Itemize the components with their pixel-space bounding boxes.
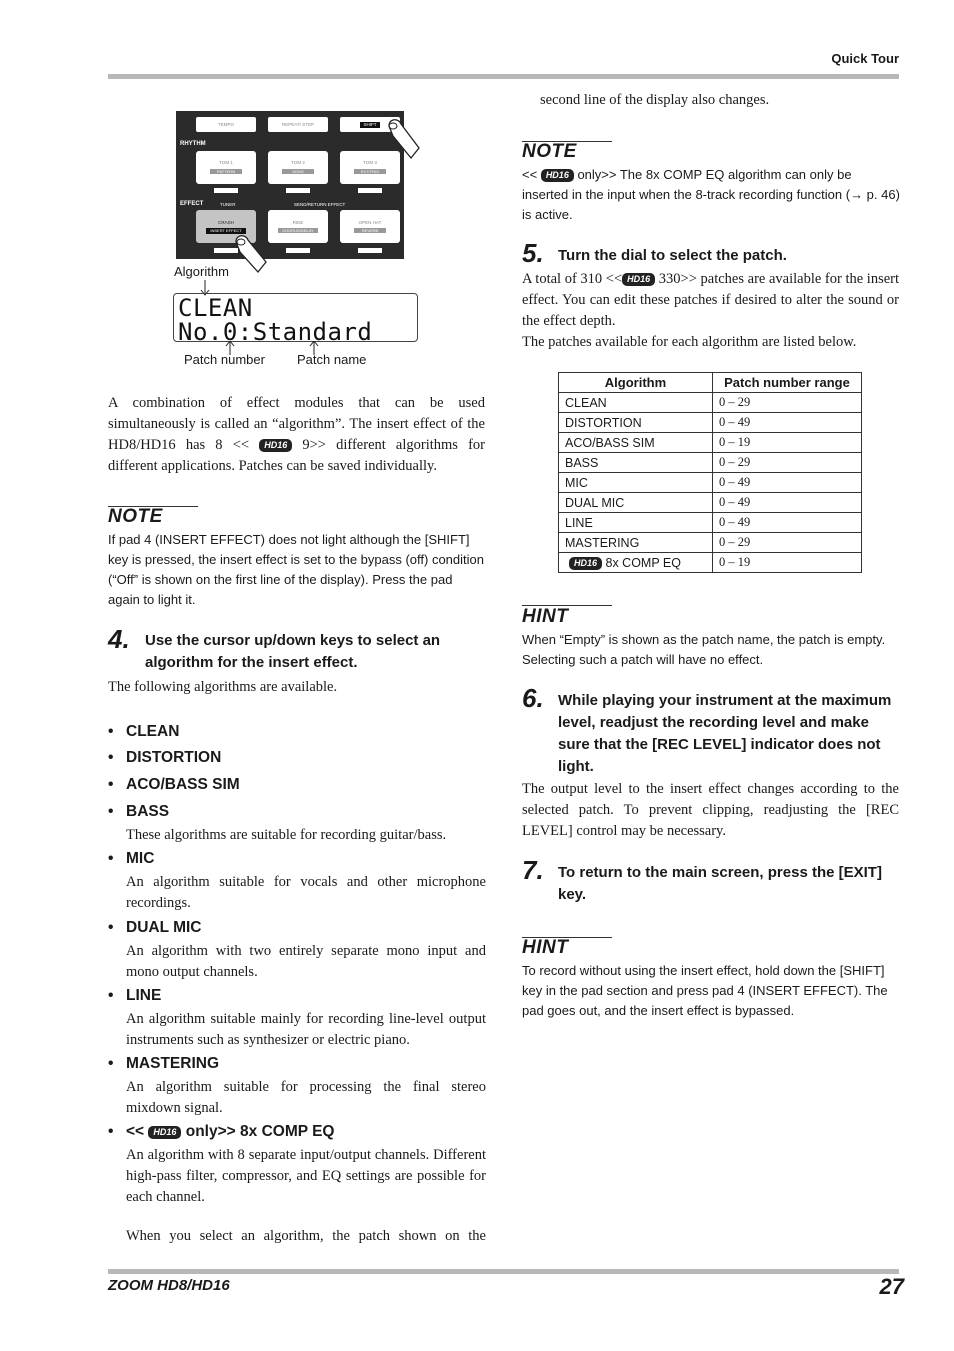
patch-range-table bbox=[558, 372, 862, 573]
list-item: • MASTERING An algorithm suitable for processing the final stereo mixdown signal. bbox=[108, 1055, 486, 1116]
lcd-line-2: No.0:Standard bbox=[178, 318, 373, 346]
table-row: BASS 0 – 29 bbox=[559, 453, 862, 473]
step-number: 6. bbox=[522, 683, 544, 713]
pad-tom2-small-label bbox=[286, 188, 310, 193]
hint-text: When “Empty” is shown as the patch name, the patch is empty. Selecting such a patch will have no effect. bbox=[522, 632, 886, 667]
step-paragraph: The patches available for each algorithm are listed below. bbox=[522, 334, 857, 350]
list-item: • BASS These algorithms are suitable for recording guitar/bass. bbox=[108, 803, 447, 843]
table-header: Patch number range bbox=[713, 373, 862, 393]
hd16-badge: HD16 bbox=[622, 273, 655, 286]
shift-button: SHIFT bbox=[340, 117, 400, 132]
footer-title: ZOOM HD8/HD16 bbox=[108, 1277, 230, 1294]
step-heading: To return to the main screen, press the [EXIT] key. bbox=[558, 864, 882, 903]
finger-press-icon bbox=[385, 112, 425, 160]
step-number: 5. bbox=[522, 238, 544, 268]
table-header-row bbox=[559, 373, 862, 393]
step-paragraph: The output level to the insert effect changes according to the selected patch. To prevent clipping, readjusting the [REC LEVEL] control may be necessary. bbox=[522, 781, 899, 839]
step-intro: The following algorithms are available. bbox=[108, 679, 338, 695]
send-return-label: SEND/RETURN EFFECT bbox=[294, 202, 346, 207]
table-row: DUAL MIC 0 – 49 bbox=[559, 493, 862, 513]
algorithm-label: Algorithm bbox=[174, 264, 229, 279]
note-text: << HD16 only>> The 8x COMP EQ algorithm can only be inserted in the input when the 8-track recording function (→ p. 46) is active. bbox=[522, 167, 900, 222]
hd16-badge: HD16 bbox=[569, 557, 602, 570]
hd16-badge: HD16 bbox=[259, 439, 292, 452]
step-heading: Use the cursor up/down keys to select an algorithm for the insert effect. bbox=[145, 632, 441, 671]
hint-title: HINT bbox=[522, 606, 569, 627]
pad-ride-small-label bbox=[286, 248, 310, 253]
list-item: • CLEAN bbox=[108, 723, 180, 740]
table-row: MASTERING 0 – 29 bbox=[559, 533, 862, 553]
hd16-badge: HD16 bbox=[541, 169, 574, 182]
step-paragraph: A total of 310 << HD16 330>> patches are available for the insert effect. You can edit these patches if desired to alter the sound or the effect depth. bbox=[522, 271, 900, 329]
footer-rule bbox=[108, 1269, 899, 1274]
list-item: • DUAL MIC An algorithm with two entirely separate mono input and mono output channels. bbox=[108, 919, 486, 980]
table-row: DISTORTION 0 – 49 bbox=[559, 413, 862, 433]
note-title: NOTE bbox=[522, 141, 577, 162]
hint-text: To record without using the insert effect, hold down the [SHIFT] key in the pad section and press pad 4 (INSERT EFFECT). The pad goes out, and the insert effect is bypassed. bbox=[522, 963, 888, 1018]
hint-title: HINT bbox=[522, 937, 569, 958]
step-number: 4. bbox=[108, 624, 130, 654]
lcd-line-1: CLEAN bbox=[178, 294, 253, 322]
pad-tom1: TOM 1 PATTERN bbox=[196, 151, 256, 184]
pad-panel-figure bbox=[176, 111, 404, 259]
list-item: • LINE An algorithm suitable mainly for recording line-level output instruments such as synthesizer or electric piano. bbox=[108, 987, 486, 1048]
patch-name-label: Patch name bbox=[297, 352, 367, 367]
table-row: HD16 8x COMP EQ 0 – 19 bbox=[559, 553, 862, 573]
lcd-display bbox=[173, 293, 418, 346]
hd16-badge: HD16 bbox=[148, 1126, 181, 1139]
table-row: ACO/BASS SIM 0 – 19 bbox=[559, 433, 862, 453]
closing-text: When you select an algorithm, the patch shown on the bbox=[126, 1228, 486, 1244]
pad-openhat-small-label bbox=[358, 248, 382, 253]
effect-label: EFFECT bbox=[180, 201, 204, 207]
pad-tom2: TOM 2 SONG bbox=[268, 151, 328, 184]
continued-text: second line of the display also changes. bbox=[540, 92, 770, 108]
pad-ride-chorus: RIDE CHORUS/DELAY bbox=[268, 210, 328, 243]
header-rule bbox=[108, 74, 899, 79]
list-item: • MIC An algorithm suitable for vocals and other microphone recordings. bbox=[108, 850, 486, 911]
algorithm-bullet-list bbox=[108, 721, 486, 1211]
rhythm-label: RHYTHM bbox=[180, 141, 206, 147]
table-row: LINE 0 – 49 bbox=[559, 513, 862, 533]
pad-tom1-small-label bbox=[214, 188, 238, 193]
pad-crash-insert-effect: CRASH INSERT EFFECT bbox=[196, 210, 256, 243]
finger-press-icon bbox=[232, 230, 272, 274]
intro-paragraph: A combination of effect modules that can be used simultaneously is called an “algorithm”. The insert effect of the HD8/HD16 has 8 << HD16 9>> different algorithms for different applications. Patches can be saved individually. bbox=[108, 395, 486, 474]
step-number: 7. bbox=[522, 855, 544, 885]
tuner-label: TUNER bbox=[220, 202, 236, 207]
list-item: • ACO/BASS SIM bbox=[108, 776, 240, 793]
table-header: Algorithm bbox=[559, 373, 713, 393]
pad-openhat-reverb: OPEN HAT REVERB bbox=[340, 210, 400, 243]
list-item: • << HD16 only>> 8x COMP EQ An algorithm with 8 separate input/output channels. Different high-pass filter, compressor, and EQ settings are possible for each channel. bbox=[108, 1123, 486, 1205]
pad-tom3: TOM 3 EXT/TRIG bbox=[340, 151, 400, 184]
note-title: NOTE bbox=[108, 506, 163, 527]
note-text: If pad 4 (INSERT EFFECT) does not light although the [SHIFT] key is pressed, the insert effect is set to the bypass (off) condition (“Off” is shown on the first line of the display). Press the pad again to light it. bbox=[108, 532, 484, 607]
header-section-title: Quick Tour bbox=[831, 51, 899, 66]
page-number: 27 bbox=[879, 1274, 904, 1299]
step-heading: While playing your instrument at the maximum level, readjust the recording level and make sure that the [REC LEVEL] indicator does not light. bbox=[558, 692, 892, 775]
pad-tom3-small-label bbox=[358, 188, 382, 193]
step-heading: Turn the dial to select the patch. bbox=[558, 247, 787, 264]
tempo-button: TEMPO bbox=[196, 117, 256, 132]
table-row: MIC 0 – 49 bbox=[559, 473, 862, 493]
table-row: CLEAN 0 – 29 bbox=[559, 393, 862, 413]
patch-number-label: Patch number bbox=[184, 352, 265, 367]
repeat-step-button: REPEAT/ STEP bbox=[268, 117, 328, 132]
list-item: • DISTORTION bbox=[108, 749, 222, 766]
